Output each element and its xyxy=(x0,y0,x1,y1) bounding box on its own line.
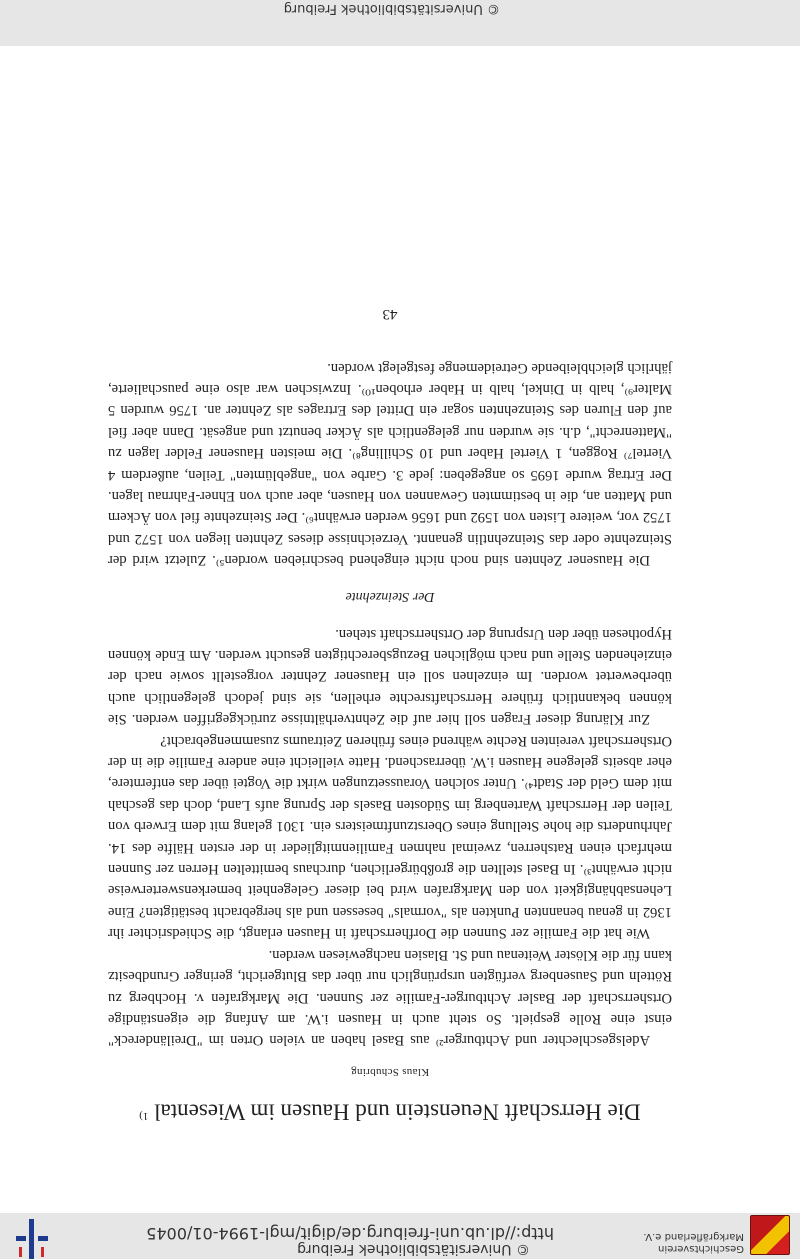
society-line-1: Geschichtsverein xyxy=(658,1243,744,1254)
paragraph-2: Wie hat die Familie zer Sunnen die Dorfherrschaft in Hausen erlangt, die Schiedsrichter ihr 1362 in genau benannten Punkten als "vormals" besessen und als hergebracht bestätigten? Eine Lehensabhängigkeit von den Markgrafen wird bei dieser Gelegenheit bemerkenswerterweise nicht erwähnt³⁾. In Basel stellten die großbürgerlichen, durchaus bemittelten Herren zer Sunnen mehrfach einen Ratsherren, zweimal nahmen Familienmitglieder in der ersten Hälfte des 14. Jahrhunderts die hohe Stellung eines Oberstzunftmeisters ein. 1301 gelang mit dem Erwerb von Teilen der Herrschaft Wartenberg im Südosten Basels der Sprung aufs Land, doch das geschah mit dem Geld der Stadt⁴⁾. Unter solchen Voraussetzungen wirkt die Vogtei über das entferntere, eher abseits gelegene Hausen i.W. überraschend. Hatte vielleicht eine andere Familie die in der Ortsherrschaft vereinten Rechte während eines früheren Zeitraums zusammengebracht? xyxy=(108,732,672,942)
author-name: Klaus Schubring xyxy=(350,1066,430,1079)
document-url-link[interactable]: http://dl.ub.uni-freiburg.de/digit/mgl-1994-01/0045 xyxy=(146,1224,554,1243)
paragraph-3: Zur Klärung dieser Fragen soll hier auf die Zehntverhältnisse zurückgegriffen werden. Sie können bekanntlich frühere Herrschaftsrechte erhellen, sie sind jedoch gelegentlich auch überbewertet worden. Im einzelnen soll ein Hausener Zehnter vorgestellt sowie nach der einziehenden Stelle und nach möglichen Bezugsberechtigten gesucht werden. Am Ende können Hypothesen über den Ursprung der Ortsherrschaft stehen. xyxy=(108,625,672,728)
document-body xyxy=(108,305,672,1131)
society-line-2: Markgräflerland e.V. xyxy=(643,1231,744,1242)
footer-copyright: © Universitätsbibliothek Freiburg xyxy=(283,1,500,16)
section-paragraph-1: Die Hausener Zehnten sind noch nicht eingehend beschrieben worden⁵⁾. Zuletzt wird der Steinzehnte oder das Steinzehntlin genannt. Verzeichnisse dieses Zehnten liegen von 1572 und 1752 vor, weitere Listen von 1592 und 1656 werden erwähnt⁶⁾. Der Steinzehnte fiel von Äckern und Matten an, die in bestimmten Gewannen von Hausen, aber auch von Ehner-Fahrnau lagen. Der Ertrag wurde 1695 so angegeben: jede 3. Garbe von "angeblümten" Teilen, außerdem 4 Viertel⁷⁾ Roggen, 1 Viertel Haber und 10 Schilling⁸⁾. Die meisten Hausener Felder lagen zu "Mattenrecht", d.h. sie wurden nur gelegentlich als Äcker benutzt und angesät. Dann aber fiel auf den Fluren des Steinzehnten sogar ein Drittel des Ertrages als Zehnter an. 1756 wurden 5 Malter⁹⁾, halb in Dinkel, halb in Haber erhoben¹⁰⁾. Inzwischen war also eine pauschalierte, jährlich gleichbleibende Getreidemenge festgelegt worden. xyxy=(108,359,672,569)
page-number: 43 xyxy=(382,306,398,323)
title-footnote-marker: 1) xyxy=(139,1110,149,1122)
copyright-notice: © Universitätsbibliothek Freiburg xyxy=(297,1241,530,1257)
coat-of-arms-icon xyxy=(750,1215,790,1255)
society-name xyxy=(643,1230,744,1254)
paragraph-1: Adelsgeschlechter und Achtburger²⁾ aus Basel haben an vielen Orten im "Dreiländereck" einst eine Rolle gespielt. So steht auch in Hausen i.W. am Anfang die eigenständige Ortsherrschaft der Basler Achtburger-Familie zer Sunnen. Die Markgrafen v. Hochberg zu Rötteln und Sausenberg verfügten ursprünglich nur über das Blutgericht, geringer Grundbesitz kann für die Klöster Weitenau und St. Blasien nachgewiesen werden. xyxy=(108,946,672,1049)
title-text: Die Herrschaft Neuenstein und Hausen im Wiesental xyxy=(154,1099,641,1125)
document-title xyxy=(108,1096,672,1131)
ub-freiburg-logo-icon[interactable] xyxy=(12,1213,52,1259)
section-heading: Der Steinzehnte xyxy=(345,589,435,605)
footer-bar xyxy=(0,0,800,46)
header-bar xyxy=(0,1213,800,1259)
